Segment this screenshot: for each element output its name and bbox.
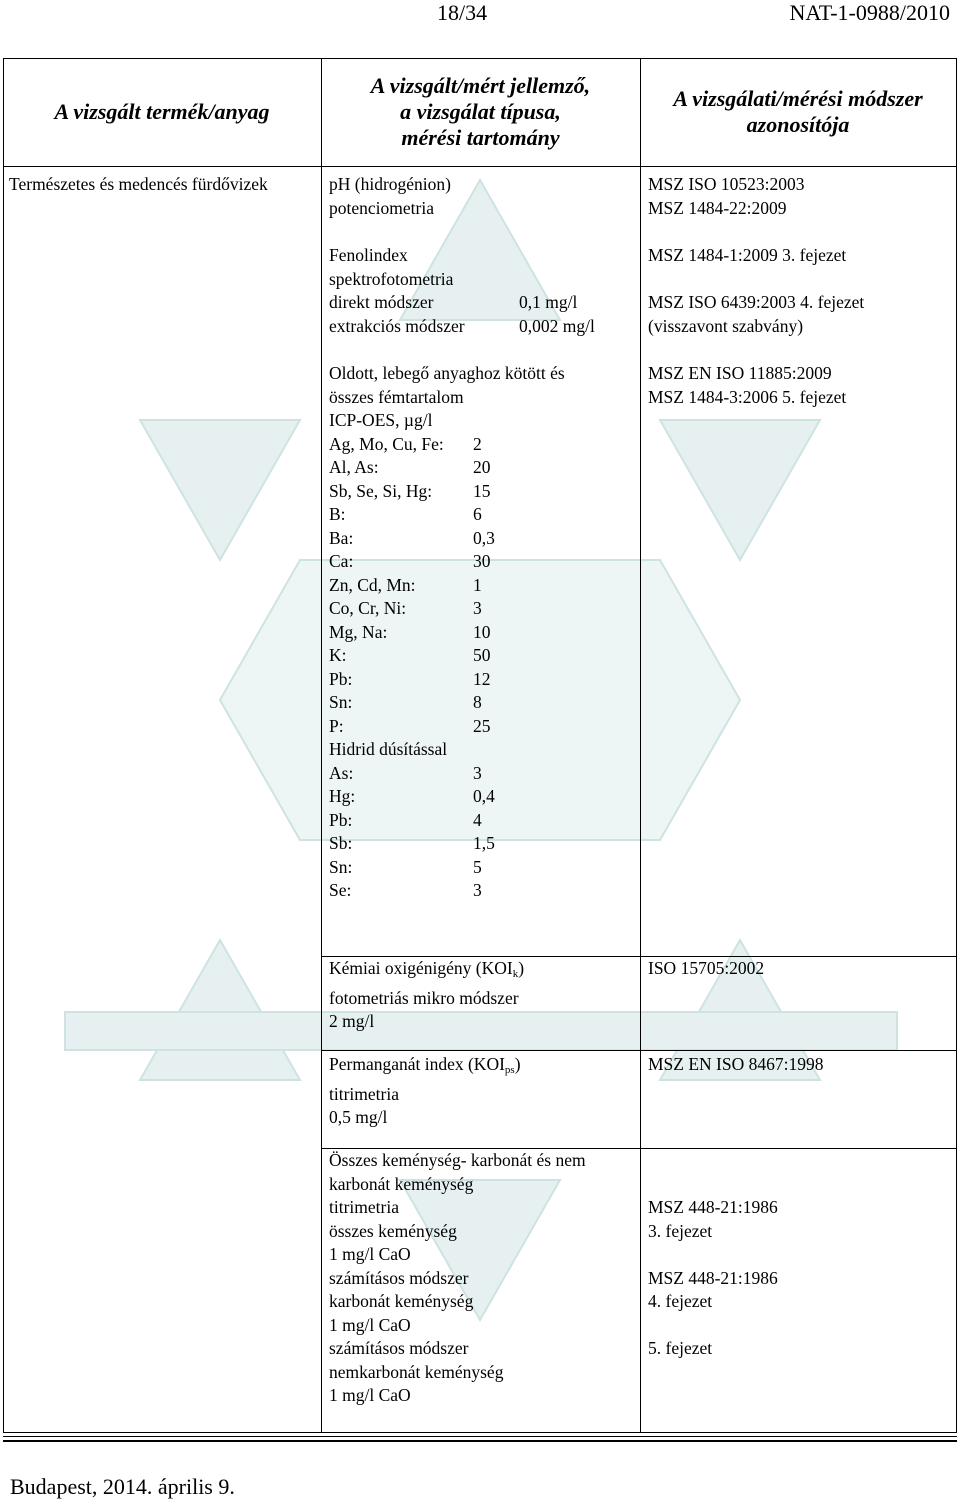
element-limit: 30 xyxy=(473,551,491,571)
hydride-title: Hidrid dúsítással xyxy=(329,739,448,759)
range-row xyxy=(329,597,565,621)
phenol-method-note: (visszavont szabvány) xyxy=(648,315,804,336)
hardness-method-2: MSZ 448-21:1986 xyxy=(648,1267,778,1288)
element-label: Sn: xyxy=(329,856,353,877)
ph-characteristic xyxy=(329,173,451,220)
ph-technique: potenciometria xyxy=(329,197,434,218)
cod-range: 2 mg/l xyxy=(329,1011,375,1031)
element-label: Sb, Se, Si, Hg: xyxy=(329,480,433,501)
element-limit: 3 xyxy=(473,880,482,900)
range-row xyxy=(329,621,565,645)
perm-title: Permanganát index $(KOI_{ps})$ xyxy=(329,1054,521,1076)
hardness-method xyxy=(648,1196,778,1361)
element-limit: 5 xyxy=(473,856,482,877)
element-limit: 0,3 xyxy=(473,527,495,548)
hardness-line: összes keménység xyxy=(329,1220,457,1241)
range-row xyxy=(329,879,565,903)
element-label: Mg, Na: xyxy=(329,621,388,642)
column-header-product: A vizsgált termék/anyag xyxy=(54,99,270,124)
range-row xyxy=(329,856,565,880)
column-header-characteristic-line3: mérési tartomány xyxy=(401,125,560,150)
element-label: B: xyxy=(329,504,346,524)
range-row xyxy=(329,433,565,457)
footer-date: Budapest, 2014. április 9. xyxy=(10,1474,235,1499)
element-label: K: xyxy=(329,645,347,665)
range-row xyxy=(329,550,565,574)
phenol-characteristic xyxy=(329,244,629,338)
metals-method-1: MSZ EN ISO 11885:2009 xyxy=(648,363,832,383)
phenol-method-1: MSZ 1484-1:2009 3. fejezet xyxy=(648,245,847,265)
range-row xyxy=(329,762,565,786)
hydride-range-list xyxy=(329,762,565,903)
range-row xyxy=(329,527,565,551)
hardness-method-3-chapter: 5. fejezet xyxy=(648,1338,713,1358)
hardness-line: titrimetria xyxy=(329,1197,399,1217)
element-label: Ca: xyxy=(329,551,354,571)
column-header-characteristic-line1: A vizsgált/mért jellemző, xyxy=(370,73,591,98)
element-label: Pb: xyxy=(329,668,353,689)
hardness-method-1-chapter: 3. fejezet xyxy=(648,1220,713,1241)
column-header-method-line1: A vizsgálati/mérési módszer xyxy=(673,86,923,111)
element-limit: 6 xyxy=(473,504,482,524)
metals-characteristic xyxy=(329,362,565,903)
metals-method xyxy=(648,362,846,409)
element-limit: 4 xyxy=(473,809,482,830)
perm-technique: titrimetria xyxy=(329,1083,399,1104)
element-limit: 2 xyxy=(473,433,482,454)
column-header-method xyxy=(640,58,956,166)
element-limit: 3 xyxy=(473,598,482,618)
cod-title: Kémiai oxigénigény $(KOI_k)$ xyxy=(329,958,525,980)
hardness-line: 1 mg/l CaO xyxy=(329,1314,411,1335)
metals-method-2: MSZ 1484-3:2006 5. fejezet xyxy=(648,386,847,407)
perm-characteristic xyxy=(329,1053,521,1130)
accreditation-table xyxy=(3,58,957,1432)
ph-method-1: MSZ ISO 10523:2003 xyxy=(648,174,805,194)
element-limit: 3 xyxy=(473,762,482,783)
element-label: Zn, Cd, Mn: xyxy=(329,574,416,595)
element-label: Al, As: xyxy=(329,457,379,477)
range-row xyxy=(329,832,565,856)
element-label: Pb: xyxy=(329,809,353,830)
element-limit: 10 xyxy=(473,621,491,642)
element-limit: 15 xyxy=(473,480,491,501)
element-limit: 1,5 xyxy=(473,833,495,853)
range-row xyxy=(329,691,565,715)
element-label: Ag, Mo, Cu, Fe: xyxy=(329,433,444,454)
phenol-title: Fenolindex xyxy=(329,245,408,265)
range-row xyxy=(329,644,565,668)
column-header-method-line2: azonosítója xyxy=(746,112,850,137)
phenol-range-extraction xyxy=(329,315,629,339)
element-label: Sn: xyxy=(329,692,353,712)
icp-range-list xyxy=(329,433,565,739)
range-row xyxy=(329,503,565,527)
page-number: 18/34 xyxy=(437,0,488,25)
phenol-method xyxy=(648,244,864,338)
element-label: Hg: xyxy=(329,786,356,806)
range-row xyxy=(329,456,565,480)
cod-characteristic xyxy=(329,957,524,1034)
cod-technique: fotometriás mikro módszer xyxy=(329,987,519,1008)
column-header-characteristic xyxy=(321,58,640,166)
element-label: Se: xyxy=(329,880,352,900)
document-id: NAT-1-0988/2010 xyxy=(789,0,950,25)
range-row xyxy=(329,809,565,833)
metals-subtitle: összes fémtartalom xyxy=(329,386,464,407)
hardness-line: karbonát keménység xyxy=(329,1173,474,1194)
hardness-method-2-chapter: 4. fejezet xyxy=(648,1291,713,1311)
range-row xyxy=(329,785,565,809)
bottom-rule-thick xyxy=(3,1440,957,1442)
hardness-line: nemkarbonát keménység xyxy=(329,1361,504,1382)
element-label: As: xyxy=(329,762,354,783)
phenol-range-direct xyxy=(329,291,629,315)
range-row xyxy=(329,715,565,739)
hardness-line: Összes keménység- karbonát és nem xyxy=(329,1150,586,1170)
phenol-range-value: 0,1 mg/l xyxy=(519,292,578,312)
hardness-characteristic xyxy=(329,1149,586,1408)
product-name: Természetes és medencés fürdővizek xyxy=(9,174,268,194)
element-label: Sb: xyxy=(329,833,353,853)
element-limit: 0,4 xyxy=(473,786,495,806)
element-limit: 20 xyxy=(473,457,491,477)
cod-method: ISO 15705:2002 xyxy=(648,958,765,978)
hardness-line: 1 mg/l CaO xyxy=(329,1385,411,1405)
phenol-technique: spektrofotometria xyxy=(329,268,454,289)
phenol-range-value: 0,002 mg/l xyxy=(519,315,595,336)
hardness-line: 1 mg/l CaO xyxy=(329,1244,411,1264)
perm-range: 0,5 mg/l xyxy=(329,1107,388,1127)
bottom-rule xyxy=(3,1436,957,1437)
perm-method: MSZ EN ISO 8467:1998 xyxy=(648,1054,824,1074)
range-row xyxy=(329,668,565,692)
element-limit: 50 xyxy=(473,645,491,665)
hardness-method-1: MSZ 448-21:1986 xyxy=(648,1197,778,1217)
range-row xyxy=(329,480,565,504)
column-header-characteristic-line2: a vizsgálat típusa, xyxy=(400,99,561,124)
hardness-line: karbonát keménység xyxy=(329,1291,474,1311)
ph-title: pH (hidrogénion) xyxy=(329,174,451,194)
element-label: Co, Cr, Ni: xyxy=(329,598,407,618)
metals-title: Oldott, lebegő anyaghoz kötött és xyxy=(329,363,565,383)
phenol-range-label: direkt módszer xyxy=(329,292,434,312)
phenol-method-2: MSZ ISO 6439:2003 4. fejezet xyxy=(648,292,865,312)
phenol-range-label: extrakciós módszer xyxy=(329,315,465,336)
element-limit: 12 xyxy=(473,668,491,689)
element-limit: 1 xyxy=(473,574,482,595)
range-row xyxy=(329,574,565,598)
hardness-line: számításos módszer xyxy=(329,1338,469,1358)
element-label: P: xyxy=(329,715,344,736)
ph-method-2: MSZ 1484-22:2009 xyxy=(648,197,787,218)
ph-method xyxy=(648,173,805,220)
element-limit: 8 xyxy=(473,692,482,712)
element-label: Ba: xyxy=(329,527,354,548)
element-limit: 25 xyxy=(473,715,491,736)
hardness-line: számításos módszer xyxy=(329,1267,469,1288)
metals-technique: ICP-OES, µg/l xyxy=(329,410,433,430)
